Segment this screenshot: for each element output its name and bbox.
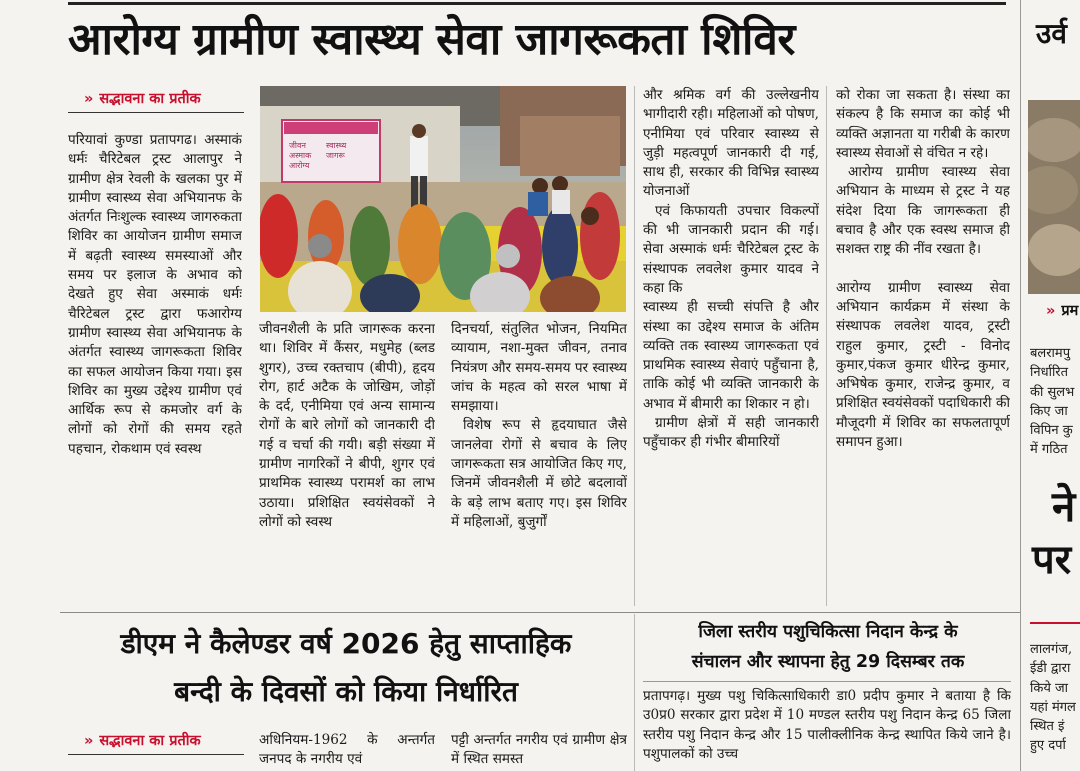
section-divider: [60, 612, 1020, 613]
article3-headline-rule: [643, 681, 1011, 682]
column-divider: [634, 86, 635, 606]
right-strip-byline-label: प्रम: [1061, 303, 1079, 319]
article2-column-2: [259, 731, 435, 771]
byline-chevron-icon: »: [84, 91, 92, 107]
article-text: अधिनियम-1962 के अन्तर्गत जनपद के नगरीय एवं: [259, 732, 435, 768]
article-text: प्रतापगढ़। मुख्य पशु चिकित्साधिकारी डा0 प्रदीप कुमार ने बताया है कि उ0प्र0 सरकार द्वारा प्रदेश में 10 मण्डल स्तरीय पशु निदान केन्द्र 65 जिला स्तरीय पशु निदान केन्द्र और 15 पालीक्लीनिक केन्द्र स्थापित किये जाने है। पशुपालकों को उच्च: [643, 688, 1011, 762]
article-text: विशेष रूप से हृदयाघात जैसे जानलेवा रोगों से बचाव के लिए जागरूकता सत्र आयोजित किए गए, जिनमें जीवनशैली में छोटे बदलावों के बड़े लाभ बताए गए। इस शिविर में महिलाओं, बुजुर्गों: [451, 417, 627, 530]
right-strip-scene: [1028, 100, 1080, 294]
event-photo: [260, 86, 626, 312]
article-text: दिनचर्या, संतुलित भोजन, नियमित व्यायाम, नशा-मुक्त जीवन, तनाव नियंत्रण और समय-समय पर स्वास्थ्य जांच के महत्व को सरल भाषा में समझाया।: [451, 321, 627, 415]
right-strip-byline: [1046, 300, 1078, 320]
article-text: बलरामपु निर्धारित की सुलभ किए जा विपिन कु में गठित: [1030, 346, 1075, 458]
right-strip-big-1: ने: [1052, 482, 1076, 531]
article-text: पट्टी अन्तर्गत नगरीय एवं ग्रामीण क्षेत्र में स्थित समस्त: [451, 732, 627, 768]
photo-scene: [260, 86, 626, 312]
article-text: आरोग्य ग्रामीण स्वास्थ्य सेवा अभियान के माध्यम से ट्रस्ट ने यह संदेश दिया कि जागरूकता ही बचाव है और एक स्वस्थ समाज ही सशक्त राष्ट्र की नींव रखता है।: [836, 164, 1010, 258]
headline-rule-top: [68, 2, 1006, 5]
right-strip-big-2: पर: [1032, 537, 1072, 583]
banner-line-5: जागरू: [326, 151, 345, 160]
byline-chevron-icon: »: [1046, 303, 1054, 319]
banner-line-3: आरोग्य: [289, 161, 310, 170]
byline: [84, 88, 201, 108]
article-text: लालगंज, ईडी द्वारा किये जा यहां मंगल स्थित इं हुए दर्पा: [1030, 642, 1076, 754]
banner-line-4: स्वास्थ्य: [326, 141, 347, 150]
article-column-3: [451, 320, 627, 610]
article-column-2: [259, 320, 435, 610]
main-headline: आरोग्य ग्रामीण स्वास्थ्य सेवा जागरूकता शिविर: [68, 14, 795, 65]
byline-underline: [68, 754, 244, 755]
article2-headline-line2: बन्दी के दिवसों को किया निर्धारित: [174, 675, 518, 708]
right-strip-rule: [1030, 622, 1080, 624]
article3-headline-line2: संचालन और स्थापना हेतु 29 दिसम्बर तक: [691, 652, 965, 672]
byline-label: सद्भावना का प्रतीक: [99, 733, 201, 749]
right-headline-fragment: उर्व: [1036, 17, 1067, 50]
right-strip-text: [1030, 344, 1080, 482]
article3-headline-line1: जिला स्तरीय पशुचिकित्सा निदान केन्द्र के: [698, 622, 958, 642]
banner-line-1: जीवन: [289, 141, 306, 150]
article-text: एवं किफायती उपचार विकल्पों की भी जानकारी प्रदान की गई। सेवा अस्माकं धर्मः चैरिटेबल ट्रस्ट के संस्थापक लवलेश कुमार यादव ने कहा कि: [643, 202, 819, 296]
byline-chevron-icon: »: [84, 733, 92, 749]
byline-label: सद्भावना का प्रतीक: [99, 91, 201, 107]
article2-byline: [84, 730, 201, 750]
article-text: परियावां कुण्डा प्रतापगढ। अस्माकं धर्मः चैरिटेबल ट्रस्ट आलापुर ने ग्रामीण क्षेत्र रेवली के खलका पुर में ग्रामीण स्वास्थ्य सेवा अभियानफ के अंतर्गत निःशुल्क स्वास्थ्य जागरुकता शिविर का आयोजन ग्रामीण समाज में बढ़ती स्वास्थ्य समस्याओं और समय पर इलाज के अभाव को देखते हुए सेवा अस्माकं धर्मः चैरिटेबल ट्रस्ट द्वारा फआरोग्य ग्रामीण स्वास्थ्य सेवा अभियानफ के अंतर्गत स्वास्थ्य जागरूकता शिविर का सफल आयोजन किया गया। इस शिविर का मुख्य उद्देश्य ग्रामीण एवं आर्थिक रूप से कमजोर वर्ग के लोगों को रोगों की समय रहते पहचान, रोकथाम एवं स्वस्थ: [68, 132, 242, 457]
column-divider: [826, 86, 827, 606]
right-strip-text-2: [1030, 640, 1080, 771]
article-text: आरोग्य ग्रामीण स्वास्थ्य सेवा अभियान कार्यक्रम में संस्था के संस्थापक लवलेश यादव, ट्रस्टी राहुल कुमार, ट्रस्टी - विनोद कुमार,पंकज कुमार धीरेन्द्र कुमार, अभिषेक कुमार, राजेन्द्र कुमार, व प्रशिक्षित स्वयंसेवकों पदाधिकारी की मौजूदगी में शिविर का सफलतापूर्ण समापन हुआ।: [836, 279, 1010, 451]
article3-body: [643, 687, 1011, 771]
article-text: ग्रामीण क्षेत्रों में सही जानकारी पहुँचाकर ही गंभीर बीमारियों: [643, 415, 819, 451]
right-strip-photo: [1028, 100, 1080, 294]
banner-line-2: अस्माक: [289, 151, 312, 160]
byline-underline: [68, 112, 244, 113]
article-text: और श्रमिक वर्ग की उल्लेखनीय भागीदारी रही। महिलाओं को पोषण, एनीमिया एवं परिवार स्वास्थ्य से जुड़ी महत्वपूर्ण जानकारी दी गई, साथ ही, सरकार की विभिन्न स्वास्थ्य योजनाओं: [643, 87, 819, 200]
article-text: जीवनशैली के प्रति जागरूक करना था। शिविर में कैंसर, मधुमेह (ब्लड शुगर), उच्च रक्तचाप (बीपी), हृदय रोग, हार्ट अटैक के जोखिम, जोड़ों के दर्द, एनीमिया एवं अन्य सामान्य रोगों के बारे लोगों को जानकारी दी गई व चर्चा की गयी। बड़ी संख्या में ग्रामीण नागरिकों ने बीपी, शुगर एवं प्राथमिक स्वास्थ्य परामर्श का लाभ उठाया। प्रशिक्षित स्वयंसेवकों ने लोगों को स्वस्थ: [259, 321, 435, 530]
article2-headline-line1: डीएम ने कैलेण्डर वर्ष 2026 हेतु साप्ताहिक: [120, 627, 572, 660]
column-divider: [634, 614, 635, 771]
article-text: स्वास्थ्य ही सच्ची संपत्ति है और संस्था का उद्देश्य समाज के अंतिम व्यक्ति तक स्वास्थ्य जागरूकता एवं प्राथमिक स्वास्थ्य सेवाएं पहुँचाना है, ताकि कोई भी व्यक्ति जानकारी के अभाव में बीमारी का शिकार न हो।: [643, 299, 819, 412]
article-column-4: [643, 86, 819, 606]
article-column-5: [836, 86, 1010, 606]
right-column-divider: [1020, 0, 1021, 771]
article-column-1: [68, 131, 242, 605]
article2-column-3: [451, 731, 627, 771]
article-text: को रोका जा सकता है। संस्था का संकल्प है कि समाज का कोई भी व्यक्ति अज्ञानता या गरीबी के कारण स्वास्थ्य सेवाओं से वंचित न रहे।: [836, 87, 1010, 161]
